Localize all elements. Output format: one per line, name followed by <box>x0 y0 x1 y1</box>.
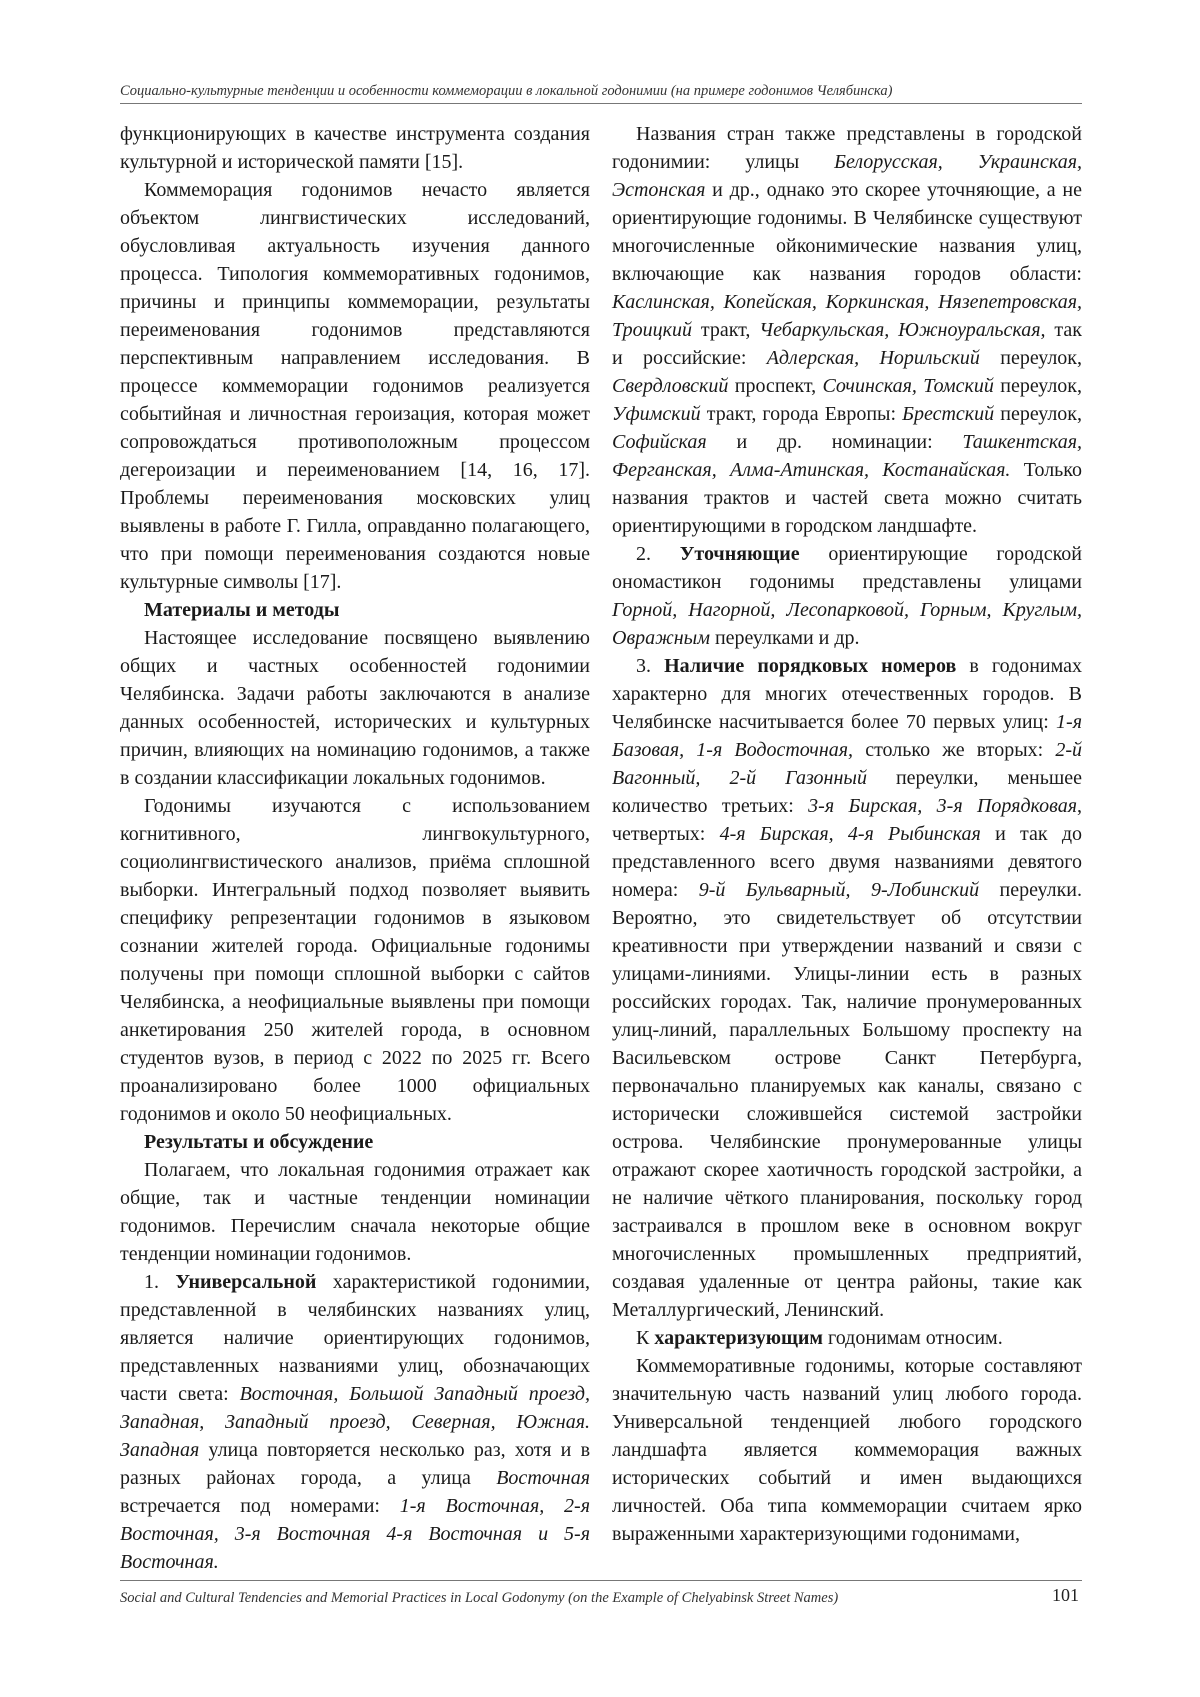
section-heading-results: Результаты и обсуждение <box>144 1131 374 1153</box>
paragraph: К характеризующим годонимам относим. <box>636 1327 1003 1349</box>
paragraph: 2. Уточняющие ориентирующие городской ономастикон годонимы представлены улицами Горной, Нагорной, Лесопарковой, Горным, Круглым, Овражным переулками и др. <box>612 543 1082 649</box>
paragraph: Названия стран также представлены в городской годонимии: улицы Белорусская, Украинская, Эстонская и др., однако это скорее уточняющие, а не ориентирующие годонимы. В Челябинске существуют многочисленные ойконимические названия улиц, включающие как названия городов области: Каслинская, Копейская, Коркинская, Нязепетровская, Троицкий тракт, Чебаркульская, Южноуральская, так и российские: Адлерская, Норильский переулок, Свердловский проспект, Сочинская, Томский переулок, Уфимский тракт, города Европы: Брестский переулок, Софийская и др. номинации: Ташкентская, Ферганская, Алма-Атинская, Костанайская. Только названия трактов и частей света можно считать ориентирующими в городском ландшафте. <box>612 123 1083 537</box>
page-number: 101 <box>1052 1585 1079 1605</box>
section-heading-methods: Материалы и методы <box>144 599 340 621</box>
footer-rule <box>120 1580 1082 1581</box>
paragraph: Настоящее исследование посвящено выявлению общих и частных особенностей годонимии Челябинска. Задачи работы заключаются в анализе данных особенностей, исторических и культурных причин, влияющих на номинацию годонимов, а также в создании классификации локальных годонимов. <box>120 627 590 789</box>
paragraph: Коммеморативные годонимы, которые составляют значительную часть названий улиц любого города. Универсальной тенденцией любого городского ландшафта является коммеморация важных исторических событий и имен выдающихся личностей. Оба типа коммеморации считаем ярко выраженными характеризующими годонимами, <box>612 1355 1082 1545</box>
header-rule <box>120 103 1082 104</box>
paragraph: Полагаем, что локальная годонимия отражает как общие, так и частные тенденции номинации годонимов. Перечислим сначала некоторые общие тенденции номинации годонимов. <box>120 1159 590 1265</box>
paragraph: 3. Наличие порядковых номеров в годонимах характерно для многих отечественных городов. В Челябинске насчитывается более 70 первых улиц: 1-я Базовая, 1-я Водосточная, столько же вторых: 2-й Вагонный, 2-й Газонный переулки, меньшее количество третьих: 3-я Бирская, 3-я Порядковая, четвертых: 4-я Бирская, 4-я Рыбинская и так до представленного всего двумя названиями девятого номера: 9-й Бульварный, 9-Лобинский переулки. Вероятно, это свидетельствует об отсутствии креативности при утверждении названий и связи с улицами-линиями. Улицы-линии есть в разных российских городах. Так, наличие пронумерованных улиц-линий, параллельных Большому проспекту на Васильевском острове Санкт Петербурга, первоначально планируемых как каналы, связано с исторически сложившейся системой застройки острова. Челябинские пронумерованные улицы отражают скорее хаотичность городской застройки, а не наличие чёткого планирования, поскольку город застраивался в прошлом веке в основном вокруг многочисленных промышленных предприятий, создавая удаленные от центра районы, такие как Металлургический, Ленинский. <box>612 655 1083 1321</box>
paragraph: функционирующих в качестве инструмента создания культурной и исторической памяти [15]. <box>120 123 590 173</box>
left-column <box>120 120 590 1576</box>
paragraph: Годонимы изучаются с использованием когнитивного, лингвокультурного, социолингвистического анализов, приёма сплошной выборки. Интегральный подход позволяет выявить специфику репрезентации годонимов в языковом сознании жителей города. Официальные годонимы получены при помощи сплошной выборки с сайтов Челябинска, а неофициальные выявлены при помощи анкетирования 250 жителей города, в основном студентов вузов, в период с 2022 по 2025 гг. Всего проанализировано более 1000 официальных годонимов и около 50 неофициальных. <box>120 795 590 1125</box>
right-column <box>612 120 1082 1548</box>
paragraph: 1. Универсальной характеристикой годонимии, представленной в челябинских названиях улиц, является наличие ориентирующих годонимов, представленных названиями улиц, обозначающих части света: Восточная, Большой Западный проезд, Западная, Западный проезд, Северная, Южная. Западная улица повторяется несколько раз, хотя и в разных районах города, а улица Восточная встречается под номерами: 1-я Восточная, 2-я Восточная, 3-я Восточная 4-я Восточная и 5-я Восточная. <box>120 1271 591 1573</box>
running-header: Социально-культурные тенденции и особенности коммеморации в локальной годонимии (на примере годонимов Челябинска) <box>120 83 893 99</box>
paragraph: Коммеморация годонимов нечасто является объектом лингвистических исследований, обусловливая актуальность изучения данного процесса. Типология коммеморативных годонимов, причины и принципы коммеморации, результаты переименования годонимов представляются перспективным направлением исследования. В процессе коммеморации годонимов реализуется событийная и личностная героизация, которая может сопровождаться противоположным процессом дегероизации и переименованием [14, 16, 17]. Проблемы переименования московских улиц выявлены в работе Г. Гилла, оправданно полагающего, что при помощи переименования создаются новые культурные символы [17]. <box>120 179 590 593</box>
running-footer: Social and Cultural Tendencies and Memorial Practices in Local Godonymy (on the Example of Chelyabinsk Street Names) <box>120 1590 839 1606</box>
